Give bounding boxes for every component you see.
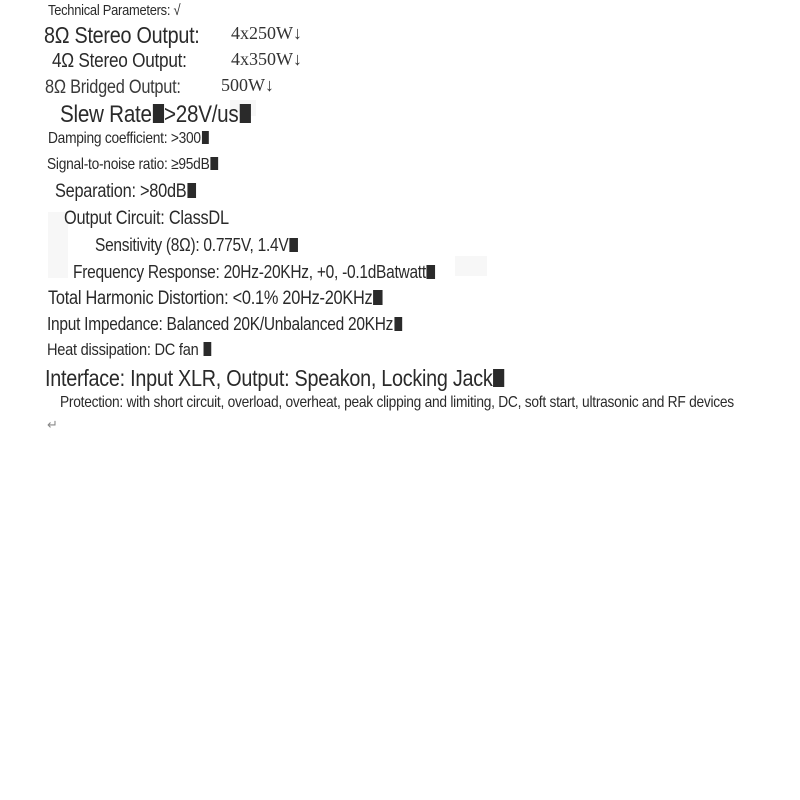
missing-glyph-icon bbox=[153, 104, 164, 123]
frequency-response: Frequency Response: 20Hz-20KHz, +0, -0.1dBatwatt bbox=[73, 262, 435, 283]
paragraph-return-icon: ↵ bbox=[47, 418, 58, 433]
signal-to-noise: Signal-to-noise ratio: ≥95dB bbox=[47, 156, 218, 174]
stereo-4-ohm-label: 4Ω Stereo Output: bbox=[52, 50, 187, 72]
bridged-output-value: 500W↓ bbox=[221, 75, 274, 95]
output-circuit: Output Circuit: ClassDL bbox=[64, 208, 229, 229]
protection: Protection: with short circuit, overload, overheat, peak clipping and limiting, DC, soft start, ultrasonic and RF devices bbox=[60, 394, 734, 411]
missing-glyph-icon bbox=[394, 317, 403, 331]
faint-artifact bbox=[455, 256, 487, 276]
missing-glyph-icon bbox=[289, 238, 298, 252]
stereo-8-ohm-label: 8Ω Stereo Output: bbox=[44, 22, 200, 48]
separation: Separation: >80dB bbox=[55, 181, 196, 203]
missing-glyph-icon bbox=[210, 157, 218, 170]
sensitivity: Sensitivity (8Ω): 0.775V, 1.4V bbox=[95, 235, 298, 256]
missing-glyph-icon bbox=[373, 290, 382, 305]
heat-dissipation: Heat dissipation: DC fan bbox=[47, 340, 211, 360]
missing-glyph-icon bbox=[493, 369, 504, 387]
missing-glyph-icon bbox=[203, 342, 211, 356]
spec-heading: Technical Parameters: √ bbox=[48, 2, 181, 19]
total-harmonic-distortion: Total Harmonic Distortion: <0.1% 20Hz-20KHz bbox=[48, 288, 382, 310]
missing-glyph-icon bbox=[187, 183, 196, 198]
stereo-4-ohm-value: 4x350W↓ bbox=[231, 49, 302, 69]
interface: Interface: Input XLR, Output: Speakon, Locking Jack bbox=[45, 365, 504, 392]
slew-rate: Slew Rate >28V/us bbox=[60, 101, 251, 129]
missing-glyph-icon bbox=[427, 265, 436, 279]
input-impedance: Input Impedance: Balanced 20K/Unbalanced 20KHz bbox=[47, 314, 403, 335]
missing-glyph-icon bbox=[239, 104, 250, 123]
stereo-8-ohm-value: 4x250W↓ bbox=[231, 23, 302, 43]
bridged-output-label: 8Ω Bridged Output: bbox=[45, 77, 181, 98]
missing-glyph-icon bbox=[202, 131, 210, 144]
damping-coefficient: Damping coefficient: >300 bbox=[48, 130, 209, 148]
